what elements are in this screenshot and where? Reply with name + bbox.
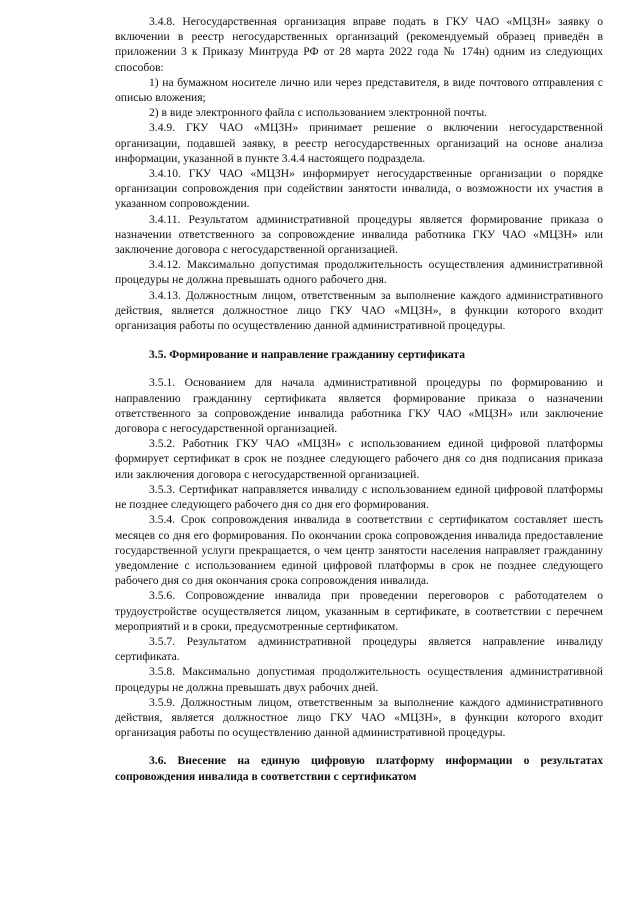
paragraph-3-4-8-option-1: 1) на бумажном носителе лично или через представителя, в виде почтового отправления с описью вложения; <box>115 75 603 105</box>
paragraph-3-4-8: 3.4.8. Негосударственная организация вправе подать в ГКУ ЧАО «МЦЗН» заявку о включении в реестр негосударственных организаций (рекомендуемый образец приведён в приложении 3 к Приказу Минтруда РФ от 28 марта 2022 года № 174н) одним из следующих способов: <box>115 15 603 74</box>
paragraph-3-5-1: 3.5.1. Основанием для начала административной процедуры по формированию и направлению гражданину сертификата является формирование приказа о назначении ответственного за сопровождение инвалида работника ГКУ ЧАО «МЦЗН» или заключение договора с негосударственной организацией. <box>115 376 603 436</box>
paragraph-3-4-12: 3.4.12. Максимально допустимая продолжительность осуществления административной процедуры не должна превышать одного рабочего дня. <box>115 258 603 287</box>
section-3-5-paragraphs <box>115 375 603 740</box>
section-heading-3-5: 3.5. Формирование и направление гражданину сертификата <box>149 348 466 362</box>
paragraph-3-4-13: 3.4.13. Должностным лицом, ответственным за выполнение каждого административного действия, является должностное лицо ГКУ ЧАО «МЦЗН», в функции которого входит организация работы по осуществлению данной административной процедуры. <box>115 288 603 333</box>
spacer <box>115 362 603 375</box>
paragraph-3-5-9: 3.5.9. Должностным лицом, ответственным за выполнение каждого административного действия, является должностное лицо ГКУ ЧАО «МЦЗН», в функции которого входит организация работы по осуществлению данной административной процедуры. <box>115 695 603 740</box>
paragraph-3-5-8: 3.5.8. Максимально допустимая продолжительность осуществления административной процедуры не должна превышать двух рабочих дней. <box>115 665 603 694</box>
spacer <box>115 333 603 347</box>
paragraph-3-5-3: 3.5.3. Сертификат направляется инвалиду с использованием единой цифровой платформы не позднее следующего рабочего дня со дня его формирования. <box>115 482 603 512</box>
paragraph-3-4-10: 3.4.10. ГКУ ЧАО «МЦЗН» информирует негосударственные организации о порядке организации сопровождения при содействии занятости инвалида, о возможности их участия в указанном сопровождении. <box>115 167 603 211</box>
paragraph-3-5-4: 3.5.4. Срок сопровождения инвалида в соответствии с сертификатом составляет шесть месяцев со дня его формирования. По окончании срока сопровождения инвалида предоставление государственной услуги прекращается, о чем центр занятости населения направляет гражданину уведомление с использованием единой цифровой платформы в срок не позднее следующего рабочего дня со дня окончания срока сопровождения инвалида. <box>115 513 603 588</box>
paragraph-3-5-6: 3.5.6. Сопровождение инвалида при проведении переговоров с работодателем о трудоустройстве осуществляется лицом, указанным в сертификате, в соответствии с перечнем мероприятий и в сроки, предусмотренные сертификатом. <box>115 589 603 633</box>
paragraph-3-4-8-option-2: 2) в виде электронного файла с использованием электронной почты. <box>149 106 488 120</box>
paragraph-3-4-11: 3.4.11. Результатом административной процедуры является формирование приказа о назначении ответственного за сопровождение инвалида работника ГКУ ЧАО «МЦЗН» или заключение договора с негосударственной организацией. <box>115 212 603 257</box>
paragraph-3-5-7: 3.5.7. Результатом административной процедуры является направление инвалиду сертификата. <box>115 634 603 664</box>
spacer <box>115 740 603 753</box>
section-heading-3-6: 3.6. Внесение на единую цифровую платформу информации о результатах сопровождения инвалида в соответствии с сертификатом <box>115 754 603 783</box>
paragraph-3-4-9: 3.4.9. ГКУ ЧАО «МЦЗН» принимает решение о включении негосударственной организации, подавшей заявку, в реестр негосударственных организаций на основе анализа информации, указанной в пункте 3.4.4 настоящего подраздела. <box>115 121 603 165</box>
paragraph-3-5-2: 3.5.2. Работник ГКУ ЧАО «МЦЗН» с использованием единой цифровой платформы формирует сертификат в срок не позднее следующего рабочего дня со дня подписания приказа или заключения договора с негосударственной организацией. <box>115 437 603 481</box>
section-3-4-paragraphs <box>115 14 603 333</box>
